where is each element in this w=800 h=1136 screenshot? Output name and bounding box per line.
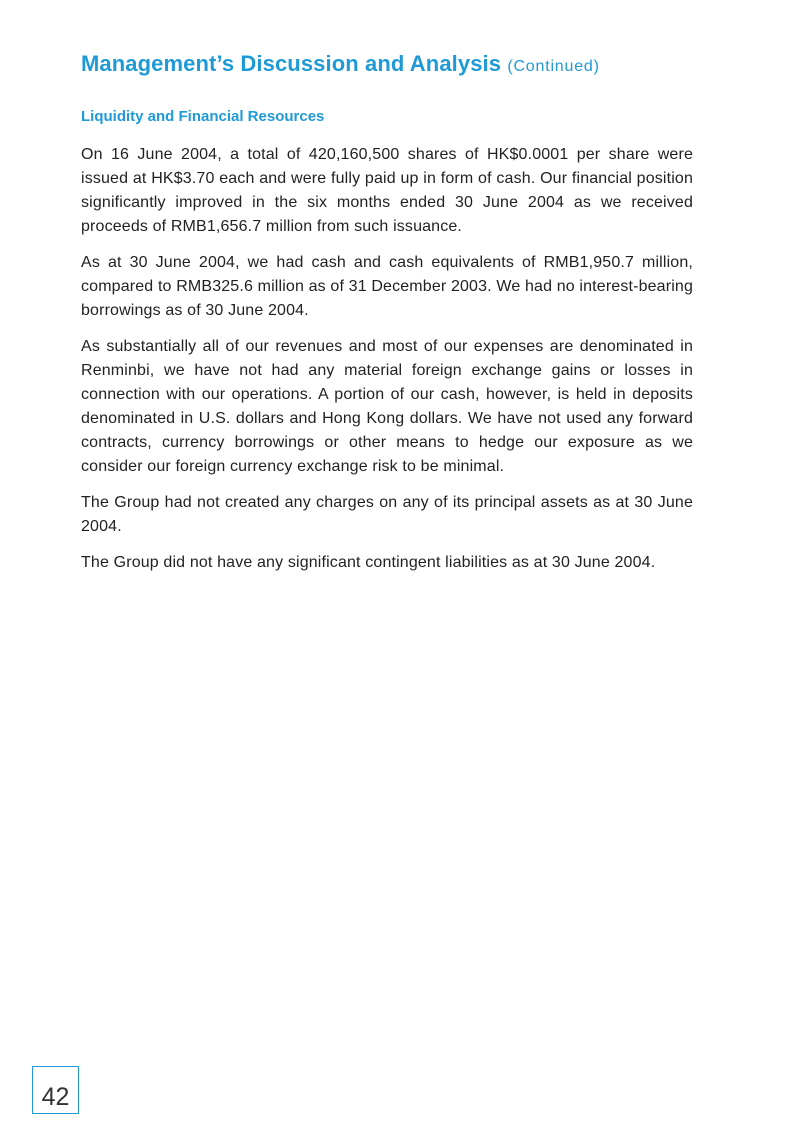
document-page bbox=[81, 50, 693, 575]
paragraph-contingent-liabilities: The Group did not have any significant contingent liabilities as at 30 June 2004. bbox=[81, 554, 656, 571]
page-number: 42 bbox=[41, 1083, 70, 1111]
page-title-suffix: (Continued) bbox=[507, 58, 600, 75]
page-title bbox=[81, 50, 693, 81]
paragraph-share-issuance: On 16 June 2004, a total of 420,160,500 shares of HK$0.0001 per share were issued at HK$3.70 each and were fully paid up in form of cash. Our financial position significantly improved in the six months ended 30 June 2004 as we received proceeds of RMB1,656.7 million from such issuance. bbox=[81, 146, 693, 235]
paragraph-cash-equivalents: As at 30 June 2004, we had cash and cash equivalents of RMB1,950.7 million, compared to RMB325.6 million as of 31 December 2003. We had no interest-bearing borrowings as of 30 June 2004. bbox=[81, 254, 693, 319]
page-title-text: Management’s Discussion and Analysis bbox=[81, 51, 502, 76]
paragraph-charges-on-assets: The Group had not created any charges on any of its principal assets as at 30 June 2004. bbox=[81, 494, 693, 535]
paragraph-foreign-exchange: As substantially all of our revenues and most of our expenses are denominated in Renminbi, we have not had any material foreign exchange gains or losses in connection with our operations. A portion of our cash, however, is held in deposits denominated in U.S. dollars and Hong Kong dollars. We have not used any forward contracts, currency borrowings or other means to hedge our exposure as we consider our foreign currency exchange risk to be minimal. bbox=[81, 338, 693, 475]
section-heading: Liquidity and Financial Resources bbox=[81, 108, 325, 125]
page-number-box bbox=[32, 1066, 79, 1114]
